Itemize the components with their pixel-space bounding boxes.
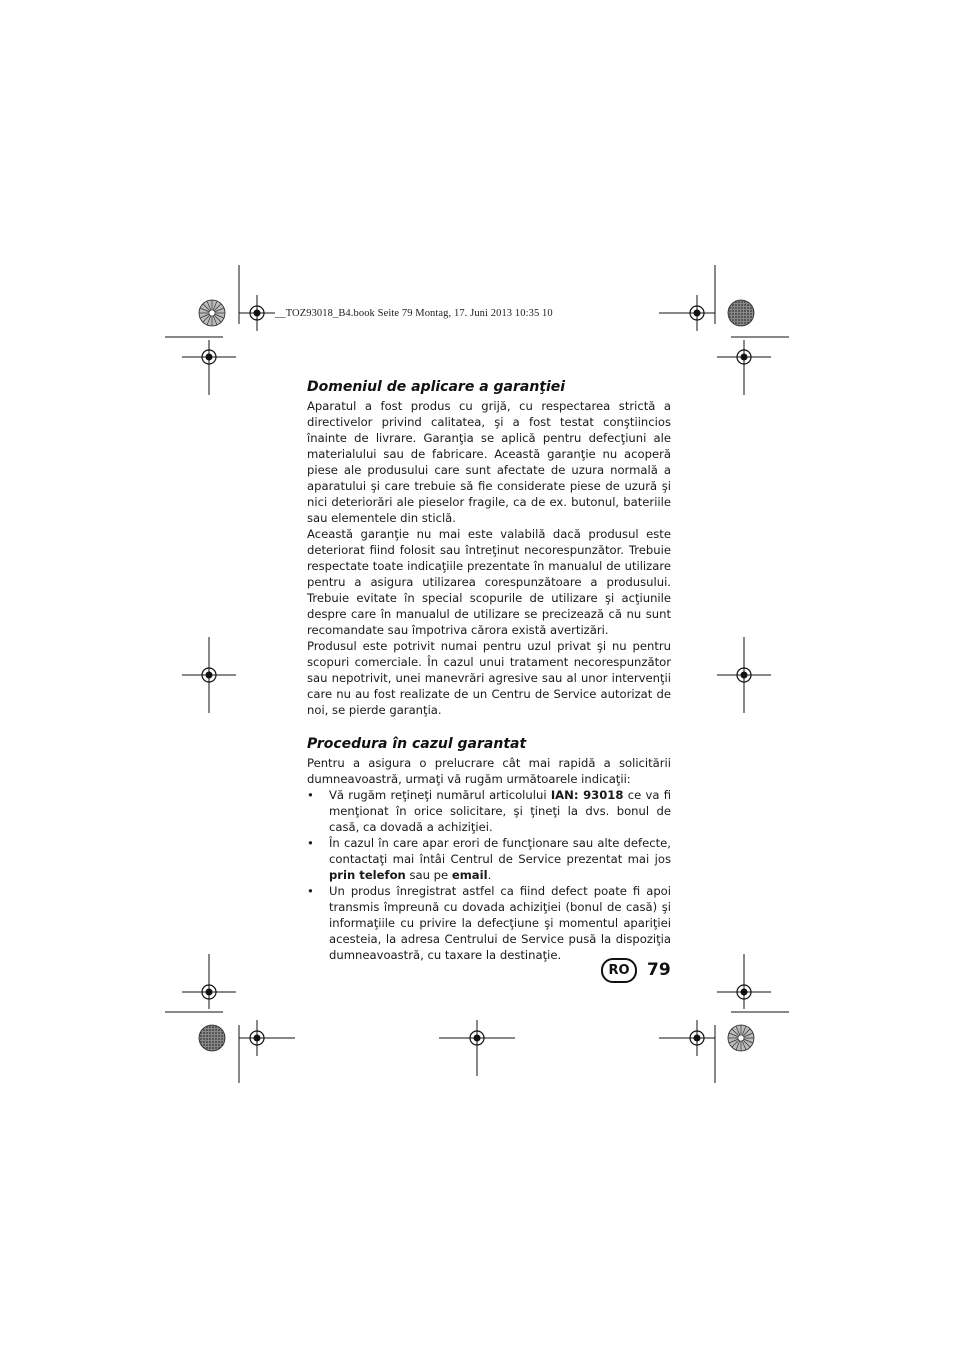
page-footer <box>601 957 671 983</box>
list-item: • În cazul în care apar erori de funcţionare sau alte defecte, contactaţi mai întâi Centrul de Service prezentat mai jos prin telefon sau pe email. <box>307 836 671 882</box>
instruction-list <box>307 787 671 963</box>
registration-mark-icon <box>239 295 275 331</box>
crop-mark-top-left <box>165 265 239 337</box>
crop-mark-top-right <box>715 265 789 337</box>
bullet-icon: • <box>307 788 314 802</box>
registration-mark-icon <box>717 954 771 1009</box>
main-content <box>307 378 671 963</box>
list-item: • Un produs înregistrat astfel ca fiind defect poate fi apoi transmis împreună cu dovada achiziţiei (bonul de casă) şi informaţiile cu privire la defecţiune şi momentul apariţiei acesteia, la adresa Centrului de Service pusă la dispoziţia dumneavoastră, cu taxare la destinaţie. <box>307 884 671 962</box>
crop-mark-bottom-left <box>165 1012 239 1083</box>
intro-paragraph: Pentru a asigura o prelucrare cât mai rapidă a solicitării dumneavoastră, urmaţi vă rugăm următoarele indicaţii: <box>307 756 671 786</box>
registration-mark-icon <box>182 340 236 395</box>
crop-mark-bottom-right <box>715 1012 789 1083</box>
list-item: • Vă rugăm reţineţi numărul articolului IAN: 93018 ce va fi menţionat în orice solicitare, şi ţineţi la dvs. bonul de casă, ca dovadă a achiziţiei. <box>307 788 672 834</box>
page-number: 79 <box>647 960 671 980</box>
color-calibration-wheel-icon <box>728 1025 754 1051</box>
bullet-icon: • <box>307 836 314 850</box>
section-title: Procedura în cazul garantat <box>307 736 527 752</box>
color-calibration-wheel-icon <box>199 300 225 326</box>
registration-mark-icon <box>182 637 236 713</box>
color-calibration-dot-icon <box>199 1025 225 1051</box>
article-number: IAN: 93018 <box>550 788 624 802</box>
registration-mark-icon <box>439 1020 515 1076</box>
warranty-procedure-section <box>307 735 671 963</box>
contact-email-emphasis: email <box>451 868 488 882</box>
language-badge: RO <box>601 958 637 983</box>
paragraph: Produsul este potrivit numai pentru uzul privat şi nu pentru scopuri comerciale. În cazul unui tratament necorespunzător sau nepotrivit, unei manevrări agresive sau al unor intervenţii care nu au fost realizate de un Centru de Service autorizat de noi, se pierde garanţia. <box>307 639 671 717</box>
contact-phone-emphasis: prin telefon <box>329 868 406 882</box>
registration-mark-icon <box>182 954 236 1009</box>
registration-mark-icon <box>659 1020 715 1056</box>
registration-mark-icon <box>717 340 771 395</box>
file-info-header: __TOZ93018_B4.book Seite 79 Montag, 17. Juni 2013 10:35 10 <box>275 308 553 319</box>
paragraph: Aparatul a fost produs cu grijă, cu respectarea strictă a directivelor privind calitatea, şi a fost testat conştiincios înainte de livrare. Garanţia se aplică pentru defecţiuni ale materialului sau de fabricare. Această garanţie nu acoperă piese ale produsului care sunt afectate de uzura normală a aparatului şi care trebuie să fie considerate piese de uzură şi nici deteriorări ale pieselor fragile, ca de ex. butonul, bateriile sau elementele din sticlă. <box>307 399 671 525</box>
registration-mark-icon <box>659 295 715 331</box>
section-title: Domeniul de aplicare a garanţiei <box>307 379 566 395</box>
registration-mark-icon <box>239 1020 295 1056</box>
registration-mark-icon <box>717 637 771 713</box>
paragraph: Această garanţie nu mai este valabilă dacă produsul este deteriorat fiind folosit sau întreţinut necorespunzător. Trebuie respectate toate indicaţiile prezentate în manualul de utilizare pentru a asigura utilizarea corespunzătoare a produsului. Trebuie evitate în special scopurile de utilizare şi acţiunile despre care în manualul de utilizare se precizează că nu sunt recomandate sau împotriva cărora există avertizări. <box>307 527 671 637</box>
color-calibration-dot-icon <box>728 300 754 326</box>
warranty-scope-section <box>307 378 671 718</box>
bullet-icon: • <box>307 884 314 898</box>
